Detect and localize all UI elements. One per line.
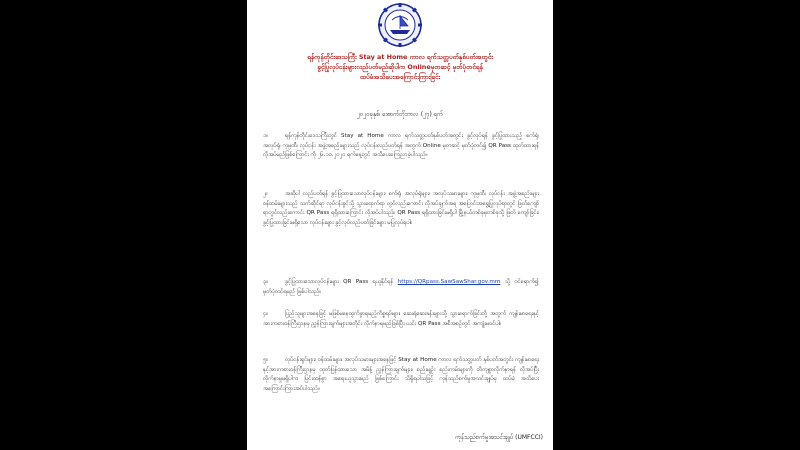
heading-line-2: ခွင့်ပြုလုပ်ငန်းများလည်ပတ်မည်ဆိုပါက Onlineမှတဆင့် မှတ်ပုံတင်ရန် bbox=[317, 63, 483, 71]
gear-emblem-icon bbox=[374, 2, 426, 48]
paragraph-number: ၅။ bbox=[263, 357, 268, 363]
paragraph-text: လုပ်ငန်းရှင်များ၊ ဝန်ထမ်းများ၊ အလုပ်သမားများအနေဖြင့် Stay at Home ကာလ ရက်သတ္တပတ် နှစ်ပတ်အတွင်း ကျန်းမာရေးနှင့်အားကစားဝန်ကြီးဌာနမှ ထုတ်ပြန်ထားသော အမိန့် ညွှန်ကြားချက်များ၊ စည်းမျဉ်း စည်းကမ်းများကို တိကျစွာလိုက်နာရန် လိုအပ်ပြီး လိုက်နာမှုမရှိပါက ပြင်းထန်စွာ အရေးယူသွားမည် ဖြစ်ကြောင်း သိရှိရပါသဖြင့် ကုန်သည်စက်မှုအသင်းချုပ်မှ ထပ်မံ အသိပေးအကြောင်းကြားအပ်ပါသည်။ bbox=[263, 357, 539, 392]
umfcci-logo bbox=[374, 2, 426, 48]
heading-line-3: ထပ်မံအသိပေးအကြောင်းကြားခြင်း bbox=[359, 73, 441, 81]
paragraph-1 bbox=[263, 132, 539, 161]
paragraph-text: ခွင့်ပြုထားသောလုပ်ငန်းများ QR Pass ရယူနိုင်ရန် bbox=[285, 279, 398, 285]
document-page bbox=[247, 0, 553, 450]
paragraph-text-end: သို့ ဝင်ရောက်၍ မှတ်ပုံတင်ရမည် ဖြစ်ပါသည်။ bbox=[263, 279, 539, 295]
paragraph-number: ၃။ bbox=[263, 279, 268, 285]
paragraph-5 bbox=[263, 356, 539, 394]
paragraph-text: ပြည်သူများအနေဖြင့် မဖြစ်မနေထွက်ခွာရမည့်ကိစ္စရပ်များ၊ ဆေးရုံဆေးခန်းများသို့ သွားရောက်ခြင်းတို့ အတွက် ကျန်းမာရေးနှင့်အားကစားဝန်ကြီးဌာနမှ ညွှန်ကြားချက်များအတိုင်း လိုက်နာရမည်ဖြစ်ပြီး ယင်း QR Pass အစီအစဉ်တွင် အကျုံးမဝင်ပါ။ bbox=[263, 311, 539, 327]
paragraph-number: ၁။ bbox=[263, 133, 268, 139]
paragraph-2 bbox=[263, 190, 539, 228]
heading-line-1: ရန်ကုန်တိုင်းဒေသကြီး Stay at Home ကာလ ရက်သတ္တပတ်နှစ်ပတ်အတွင်း bbox=[307, 53, 493, 61]
paragraph-number: ၂။ bbox=[263, 191, 268, 197]
signature: ကုန်သည်စက်မှုအသင်းချုပ် (UMFCCI) bbox=[455, 434, 543, 441]
paragraph-number: ၄။ bbox=[263, 311, 268, 317]
document-date: ၂၀၂၀ခုနှစ်၊ အောက်တိုဘာလ (၂၇) ရက် bbox=[356, 111, 444, 118]
paragraph-4 bbox=[263, 310, 539, 329]
paragraph-text: အဆိုပါ လည်ပတ်ရန် ခွင့်ပြုထားသောလုပ်ငန်းများ၊ စက်ရုံ၊ အလုပ်ရုံများ၊ အလုပ်သမားများ၊ ကုမ္ပဏီ၊ လုပ်ငန်း အဖွဲ့အစည်းများ ဝန်ထမ်းများသည် သက်ဆိုင်ရာ လုပ်ငန်းခွင်သို့ သွားရောက်ရာ တွင်လည်းကောင်း လိုအပ်ချက်အရ အပြောင်းအရွှေ့ပြုလုပ်ရာတွင် ဖြတ်ကျော်ရာတွင်လည်းကောင်း QR Pass ရရှိထားကြောင်း လိုအပ်ပါသည်။ QR Pass ရရှိထားခြင်းမရှိပါ မြို့နယ်တစ်ခုမှတစ်ခုသို့ ဖြတ် ကျော်ခြင်း၊ ခွင့်ပြုထားခြင်းမရှိသော လုပ်ငန်းများ ခွင့်လုပ်လည်ပတ်ခြင်းများ မပြုလုပ်ရပါ။ bbox=[263, 191, 539, 226]
paragraph-text: ရန်ကုန်တိုင်းဒေသကြီးတွင် Stay at Home ကာလ ရက်သတ္တပတ်နှစ်ပတ်အတွင်း ခွင့်လုပ်ရန် ခွင့်ပြုထားသည့် စက်ရုံ၊ အလုပ်ရုံ၊ ကုမ္ပဏီ၊ လုပ်ငန်း အဖွဲ့အစည်းများသည် လုပ်ငန်းလည်ပတ်ရန် အတွက် Online မှတဆင့် မှတ်ပုံတင်၍ QR Pass ထုတ်ထားရန် လိုအပ်မည်ဖြစ်ကြောင်း ကို ၂၆.၁၀.၂၀၂၀ ရက်နေ့တွင် အသိပေးကြေညာခဲ့ပါသည်။ bbox=[263, 133, 539, 159]
paragraph-3 bbox=[263, 278, 539, 297]
qrpass-link[interactable]: https://QRpass.SawSawShar.gov.mm bbox=[397, 279, 501, 285]
